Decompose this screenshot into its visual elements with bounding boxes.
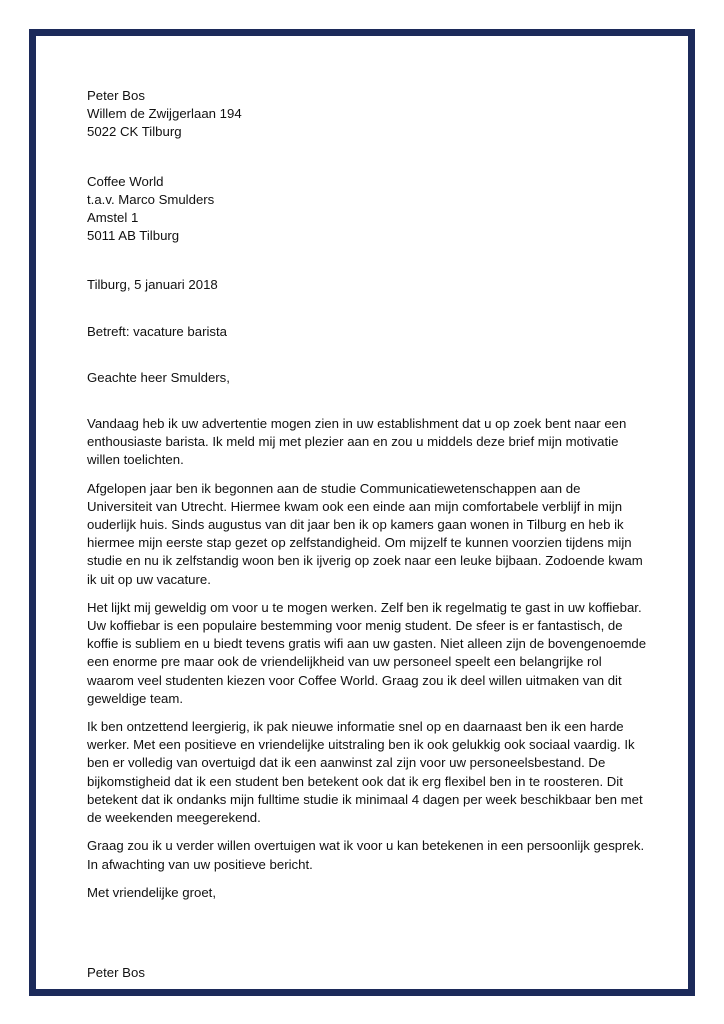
body-paragraph: Ik ben ontzettend leergierig, ik pak nieuwe informatie snel op en daarnaast ben ik een harde werker. Met een positieve en vriendelijke uitstraling ben ik ook gelukkig ook sociaal vaardig. Ik ben er volledig van overtuigd dat ik een aanwinst zal zijn voor uw personeelsbestand. De bijkomstigheid dat ik een student ben betekent ook dat ik erg flexibel ben in te roosteren. Dit betekent dat ik ondanks mijn fulltime studie ik minimaal 4 dagen per week beschikbaar ben met de weekenden meegerekend. xyxy=(87,719,643,826)
recipient-address-block xyxy=(87,173,647,246)
letter-body xyxy=(87,87,647,982)
letter-date: Tilburg, 5 januari 2018 xyxy=(87,277,218,293)
body-paragraph: Het lijkt mij geweldig om voor u te mogen werken. Zelf ben ik regelmatig te gast in uw koffiebar. Uw koffiebar is een populaire bestemming voor menig student. De sfeer is er fantastisch, de koffie is subliem en u biedt tevens gratis wifi aan uw gasten. Niet alleen zijn de bovengenoemde een enorme pre maar ook de vriendelijkheid van uw personeel speelt een belangrijke rol waarom veel studenten kiezen voor Coffee World. Graag zou ik deel willen uitmaken van dit geweldige team. xyxy=(87,599,647,706)
body-paragraph: Vandaag heb ik uw advertentie mogen zien in uw establishment dat u op zoek bent naar een enthousiaste barista. Ik meld mij met plezier aan en zou u middels deze brief mijn motivatie willen toelichten. xyxy=(87,416,627,468)
sender-name: Peter Bos xyxy=(87,88,145,103)
body-paragraph: Afgelopen jaar ben ik begonnen aan de studie Communicatiewetenschappen aan de Universiteit van Utrecht. Hiermee kwam ook een einde aan mijn comfortabele verblijf in mijn ouderlijk huis. Sinds augustus van dit jaar ben ik op kamers gaan wonen in Tilburg en heb ik hiermee mijn eerste stap gezet op zelfstandigheid. Om mijzelf te kunnen voorzien tijdens mijn studie en nu ik zelfstandig woon ben ik ijverig op zoek naar een leuke bijbaan. Zodoende kwam ik uit op uw vacature. xyxy=(87,480,643,587)
recipient-attn: t.a.v. Marco Smulders xyxy=(87,191,215,207)
body-paragraph: Graag zou ik u verder willen overtuigen wat ik voor u kan betekenen in een persoonlijk gesprek. In afwachting van uw positieve bericht. xyxy=(87,838,645,872)
letter-salutation: Geachte heer Smulders, xyxy=(87,369,230,385)
letter-subject: Betreft: vacature barista xyxy=(87,323,228,339)
letter-closing: Met vriendelijke groet, xyxy=(87,884,217,900)
recipient-city: 5011 AB Tilburg xyxy=(87,228,180,244)
recipient-company: Coffee World xyxy=(87,173,164,189)
sender-city: 5022 CK Tilburg xyxy=(87,124,182,140)
letter-signature: Peter Bos xyxy=(87,964,145,980)
recipient-street: Amstel 1 xyxy=(87,210,139,226)
sender-street: Willem de Zwijgerlaan 194 xyxy=(87,106,242,122)
sender-address-block xyxy=(87,87,647,142)
